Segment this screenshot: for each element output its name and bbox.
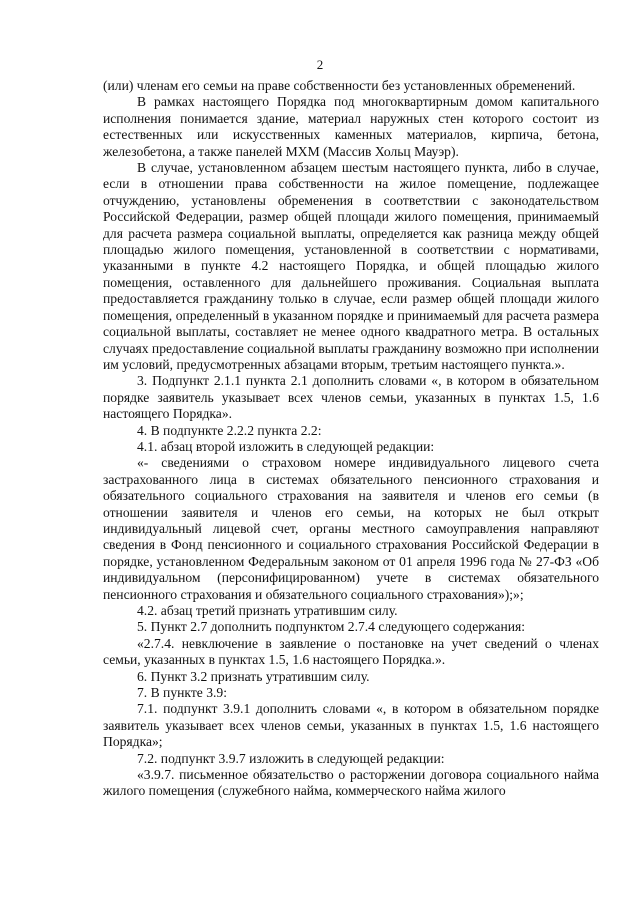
paragraph: В случае, установленном абзацем шестым настоящего пункта, либо в случае, если в отношении права собственности на жилое помещение, подлежащее отчуждению, установлены обременения в соответствии с законодательством Российской Федерации, размер общей площади жилого помещения, принимаемый для расчета размера социальной выплаты, определяется как разница между общей площадью жилого помещения, установленной в соответствии с нормативами, указанными в пункте 4.2 настоящего Порядка, и общей площадью жилого помещения, оставленного для дальнейшего проживания. Социальная выплата предоставляется гражданину только в случае, если размер общей площади жилого помещения, определенный в указанном порядке и принимаемый для расчета размера социальной выплаты, составляет не менее одного квадратного метра. В остальных случаях предоставление социальной выплаты гражданину возможно при исполнении им условий, предусмотренных абзацами вторым, третьим настоящего пункта.». [103,160,599,372]
paragraph: 7. В пункте 3.9: [137,685,227,701]
paragraph: 4. В подпункте 2.2.2 пункта 2.2: [137,422,322,438]
paragraph: «- сведениями о страховом номере индивидуального лицевого счета застрахованного лица в системах обязательного пенсионного страхования и обязательного социального страхования на заявителя и членов его семьи (в отношении заявителя и членов его семьи, на которых не был открыт индивидуальный лицевой счет, органы местного самоуправления направляют сведения в Фонд пенсионного и социального страхования Российской Федерации в порядке, установленном Федеральным законом от 01 апреля 1996 года № 27-ФЗ «Об индивидуальном (персонифицированном) учете в системах обязательного пенсионного страхования и обязательного социального страхования»);»; [103,455,599,602]
paragraph: В рамках настоящего Порядка под многоквартирным домом капитального исполнения понимается здание, материал наружных стен которого состоит из естественных или искусственных каменных материалов, кирпича, бетона, железобетона, а также панелей МХМ (Массив Хольц Мауэр). [103,94,599,159]
paragraph: 4.2. абзац третий признать утратившим силу. [137,603,398,618]
paragraph: «3.9.7. письменное обязательство о расторжении договора социального найма жилого помещения (служебного найма, коммерческого найма жилого [103,767,599,799]
page-number: 2 [316,57,324,72]
paragraph: 4.1. абзац второй изложить в следующей редакции: [137,438,435,454]
paragraph: 7.2. подпункт 3.9.7 изложить в следующей редакции: [137,750,445,766]
paragraph: 3. Подпункт 2.1.1 пункта 2.1 дополнить словами «, в котором в обязательном порядке заявитель указывает всех членов семьи, указанных в пунктах 1.5, 1.6 настоящего Порядка». [103,373,599,422]
paragraph: «2.7.4. невключение в заявление о постановке на учет сведений о членах семьи, указанных в пунктах 1.5, 1.6 настоящего Порядка.». [103,635,599,668]
paragraph: 7.1. подпункт 3.9.1 дополнить словами «, в котором в обязательном порядке заявитель указывает всех членов семьи, указанных в пунктах 1.5, 1.6 настоящего Порядка»; [103,701,599,750]
paragraph: 5. Пункт 2.7 дополнить подпунктом 2.7.4 следующего содержания: [137,619,526,635]
paragraph: (или) членам его семьи на праве собственности без установленных обременений. [103,78,576,93]
paragraph: 6. Пункт 3.2 признать утратившим силу. [137,668,370,684]
document-body [103,78,599,800]
